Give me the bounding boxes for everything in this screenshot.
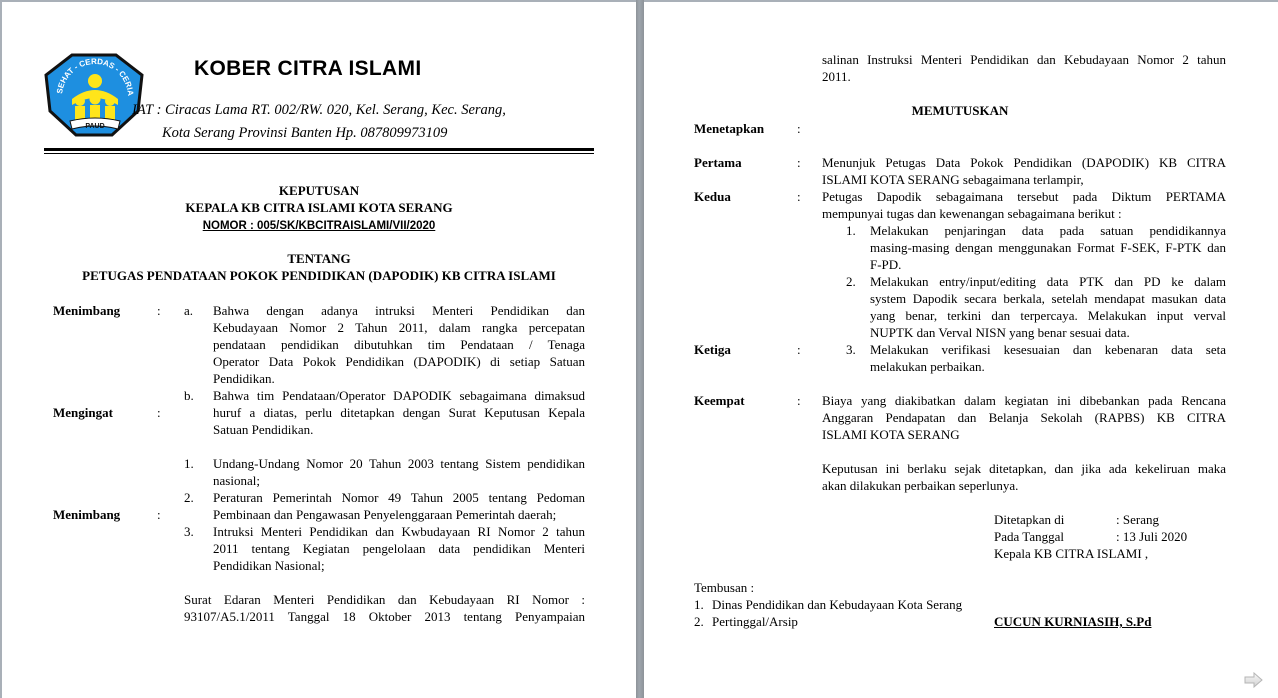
text-line: melakukan perbaikan. xyxy=(870,359,985,374)
circular-letter xyxy=(184,591,585,625)
label-menimbang: Menimbang xyxy=(53,303,121,318)
item-marker: 2. xyxy=(846,274,856,289)
text-line: Pembinaan dan Pengawasan Penyelenggaraan Pemerintah daerah; xyxy=(213,507,557,522)
text-line: akan dilakukan perbaikan seperlunya. xyxy=(822,478,1019,493)
colon: : xyxy=(157,405,161,420)
colon: : xyxy=(797,393,801,408)
label-keempat: Keempat xyxy=(694,393,745,408)
text-line: Bahwa dengan adanya intruksi Menteri Pendidikan dan xyxy=(213,303,585,318)
about-title: PETUGAS PENDATAAN POKOK PENDIDIKAN (DAPODIK) KB CITRA ISLAMI xyxy=(82,268,556,283)
header-rule-thick xyxy=(44,148,594,151)
text-line: 2011 tentang Kegiatan pengelolaan data pendidikan Menteri xyxy=(213,541,585,556)
header-rule-thin xyxy=(44,153,594,154)
text-line: Surat Edaran Menteri Pendidikan dan Kebudayaan RI Nomor : xyxy=(184,592,585,607)
item-marker: b. xyxy=(184,388,194,403)
item-marker: 1. xyxy=(846,223,856,238)
memutuskan-heading: MEMUTUSKAN xyxy=(911,103,1009,118)
law-item-2 xyxy=(213,489,585,523)
colon: : xyxy=(797,121,801,136)
text-line: Biaya yang diakibatkan dalam kegiatan ini dibebankan pada Rencana xyxy=(822,393,1226,408)
item-marker: 1. xyxy=(694,597,704,612)
colon: : xyxy=(797,189,801,204)
page-gutter xyxy=(636,0,644,698)
text-line: Keputusan ini berlaku sejak ditetapkan, dan jika ada kekeliruan maka xyxy=(822,461,1226,476)
item-marker: 2. xyxy=(694,614,704,629)
about-heading: TENTANG xyxy=(287,251,351,266)
text-line: Melakukan verifikasi kesesuaian dan kebenaran data seta xyxy=(870,342,1226,357)
text-line: NUPTK dan Verval NISN yang benar sesuai data. xyxy=(870,325,1130,340)
label-kedua: Kedua xyxy=(694,189,731,204)
text-line: Menunjuk Petugas Data Pokok Pendidikan (DAPODIK) KB CITRA xyxy=(822,155,1226,170)
law-item-3 xyxy=(213,523,585,574)
text-line: Satuan Pendidikan. xyxy=(213,422,314,437)
text-line: Anggaran Pendapatan dan Belanja Sekolah (RAPBS) KB CITRA xyxy=(822,410,1226,425)
text-line: Intruksi Menteri Pendidikan dan Kwbudayaan RI Nomor 2 tahun xyxy=(213,524,585,539)
continuation-text xyxy=(822,51,1226,85)
law-item-1 xyxy=(213,455,585,489)
colon: : xyxy=(797,155,801,170)
signer-name: CUCUN KURNIASIH, S.Pd xyxy=(994,614,1152,629)
text-line: yang benar, terkini dan terpercaya. Melakukan input verval xyxy=(870,308,1226,323)
date-label: Pada Tanggal xyxy=(994,529,1064,544)
document-page-right xyxy=(644,2,1278,698)
text-line: Undang-Undang Nomor 20 Tahun 2003 tentang Sistem pendidikan xyxy=(213,456,585,471)
text-line: Peraturan Pemerintah Nomor 49 Tahun 2005 tentang Pedoman xyxy=(213,490,585,505)
tembusan-item-2: Pertinggal/Arsip xyxy=(712,614,798,629)
ketiga-text xyxy=(870,341,1226,375)
school-name: KOBER CITRA ISLAMI xyxy=(194,57,422,80)
svg-text:SEHAT - CERDAS - CERIA: SEHAT - CERDAS - CERIA xyxy=(55,56,136,97)
decree-number: NOMOR : 005/SK/KBCITRAISLAMI/VII/2020 xyxy=(202,220,436,232)
text-line: salinan Instruksi Menteri Pendidikan dan Kebudayaan Nomor 2 tahun xyxy=(822,52,1226,67)
address-line-1: IAT : Ciracas Lama RT. 002/RW. 020, Kel. Serang, Kec. Serang, xyxy=(132,102,506,118)
colon: : xyxy=(157,507,161,522)
colon: : xyxy=(157,303,161,318)
decree-issuer: KEPALA KB CITRA ISLAMI KOTA SERANG xyxy=(185,200,453,215)
date-value: : 13 Juli 2020 xyxy=(1116,529,1188,544)
colon: : xyxy=(797,342,801,357)
item-marker: a. xyxy=(184,303,194,318)
closing-text xyxy=(822,460,1226,494)
place-label: Ditetapkan di xyxy=(994,512,1065,527)
text-line: pendataan pendidikan dibutuhkan tim Pendataan / Tenaga xyxy=(213,337,585,352)
text-line: Kebudayaan Nomor 2 Tahun 2011, dalam rangka percepatan xyxy=(213,320,585,335)
decree-heading: KEPUTUSAN xyxy=(278,183,360,198)
tembusan-item-1: Dinas Pendidikan dan Kebudayaan Kota Serang xyxy=(712,597,963,612)
text-line: system Dapodik secara berkala, setelah mendapat masukan data xyxy=(870,291,1226,306)
item-marker: 2. xyxy=(184,490,194,505)
text-line: ISLAMI KOTA SERANG xyxy=(822,427,960,442)
document-page-left xyxy=(2,2,636,698)
text-line: Operator Data Pokok Pendidikan (DAPODIK) di setiap Satuan xyxy=(213,354,585,369)
menimbang-item-b xyxy=(213,387,585,438)
pertama-text xyxy=(822,154,1226,188)
arrow-right-icon[interactable] xyxy=(1244,672,1264,688)
item-marker: 3. xyxy=(846,342,856,357)
text-line: Bahwa tim Pendataan/Operator DAPODIK sebagaimana dimaksud xyxy=(213,388,585,403)
svg-text:PAUD: PAUD xyxy=(85,123,105,130)
text-line: 93107/A5.1/2011 Tanggal 18 Oktober 2013 tentang Penyampaian xyxy=(184,609,585,624)
item-marker: 1. xyxy=(184,456,194,471)
text-line: Melakukan entry/input/editing data PTK dan PD ke dalam xyxy=(870,274,1226,289)
text-line: ISLAMI KOTA SERANG sebagaimana terlampir, xyxy=(822,172,1084,187)
text-line: Pendidikan. xyxy=(213,371,275,386)
text-line: mempunyai tugas dan kewenangan sebagaimana berikut : xyxy=(822,206,1122,221)
label-ketiga: Ketiga xyxy=(694,342,731,357)
item-marker: 3. xyxy=(184,524,194,539)
text-line: huruf a diatas, perlu ditetapkan dengan Surat Keputusan Kepala xyxy=(213,405,585,420)
text-line: 2011. xyxy=(822,69,851,84)
text-line: nasional; xyxy=(213,473,260,488)
text-line: masing-masing dengan menggunakan Format F-SEK, F-PTK dan xyxy=(870,240,1226,255)
kedua-item-1 xyxy=(870,222,1226,273)
kedua-text xyxy=(822,188,1226,222)
label-pertama: Pertama xyxy=(694,155,742,170)
address-line-2: Kota Serang Provinsi Banten Hp. 087809973109 xyxy=(162,125,448,141)
label-menimbang-2: Menimbang xyxy=(53,507,121,522)
tembusan-label: Tembusan : xyxy=(694,580,755,595)
kedua-item-2 xyxy=(870,273,1226,341)
label-mengingat: Mengingat xyxy=(53,405,113,420)
text-line: F-PD. xyxy=(870,257,902,272)
paud-logo-icon xyxy=(42,51,146,139)
text-line: Melakukan penjaringan data pada satuan pendidikannya xyxy=(870,223,1226,238)
signer-position: Kepala KB CITRA ISLAMI , xyxy=(994,546,1149,561)
text-line: Petugas Dapodik sebagaimana tersebut pada Diktum PERTAMA xyxy=(822,189,1226,204)
decree-number-wrap xyxy=(44,216,594,234)
menimbang-item-a xyxy=(213,302,585,387)
keempat-text xyxy=(822,392,1226,443)
text-line: Pendidikan Nasional; xyxy=(213,558,325,573)
label-menetapkan: Menetapkan xyxy=(694,121,765,136)
place-value: : Serang xyxy=(1116,512,1159,527)
